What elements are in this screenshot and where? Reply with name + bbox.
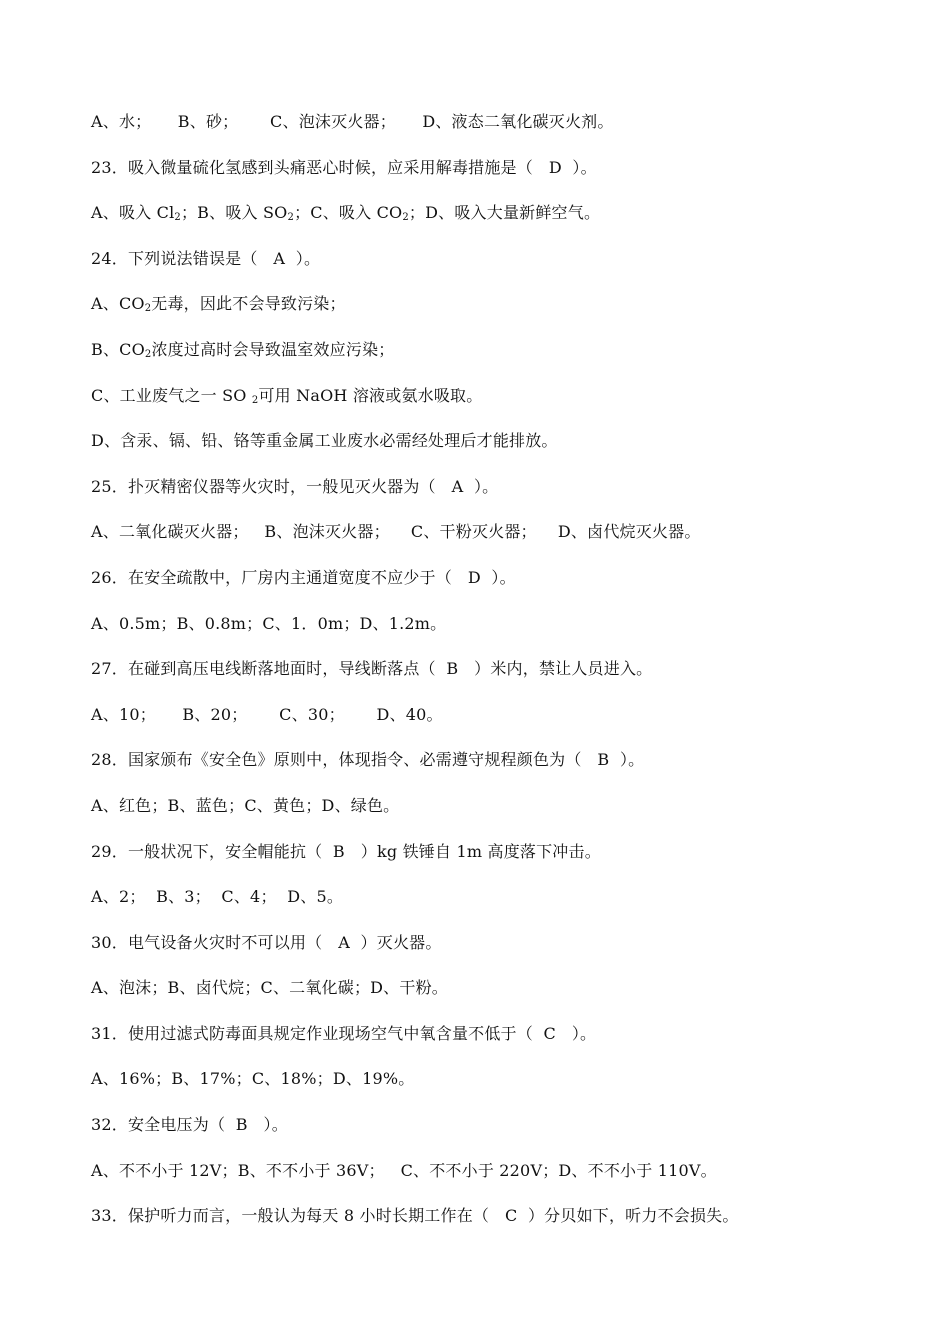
question-25: 25．扑灭精密仪器等火灾时，一般见灭火器为（ A ）。 xyxy=(91,476,499,496)
text-line: A、2； B、3； C、4； D、5。 xyxy=(91,887,344,907)
text-line: A、10； B、20； C、30； D、40。 xyxy=(91,704,443,724)
question-27: 27．在碰到高压电线断落地面时，导线断落点（ B ）米内，禁让人员进入。 xyxy=(91,659,653,679)
question-30: 30．电气设备火灾时不可以用（ A ）灭火器。 xyxy=(91,932,442,952)
text-line: A、0.5m；B、0.8m；C、1．0m；D、1.2m。 xyxy=(91,613,447,633)
text-line: A、红色；B、蓝色；C、黄色；D、绿色。 xyxy=(91,795,400,815)
question-24: 24．下列说法错误是（ A ）。 xyxy=(91,248,321,268)
text-line: A、泡沫；B、卤代烷；C、二氧化碳；D、干粉。 xyxy=(91,978,448,998)
text-line: D、含汞、镉、铅、铬等重金属工业废水必需经处理后才能排放。 xyxy=(91,431,558,451)
text-line: B、$CO_2$浓度过高时会导致温室效应污染； xyxy=(91,339,395,360)
question-31: 31．使用过滤式防毒面具规定作业现场空气中氧含量不低于（ C ）。 xyxy=(91,1023,597,1043)
question-29: 29．一般状况下，安全帽能抗（ B ）kg 铁锤自 1m 高度落下冲击。 xyxy=(91,841,601,861)
document-page xyxy=(91,107,911,1247)
text-line: A、$CO_2$无毒，因此不会导致污染； xyxy=(91,294,346,315)
question-26: 26．在安全疏散中，厂房内主通道宽度不应少于（ D ）。 xyxy=(91,567,516,587)
subscript: 2 xyxy=(144,348,152,360)
text-line: A、16%；B、17%；C、18%；D、19%。 xyxy=(91,1069,415,1089)
text-line: C、工业废气之一 SO $_2$可用 NaOH 溶液或氨水吸取。 xyxy=(91,385,483,406)
text-line: A、不不小于 12V；B、不不小于 36V； C、不不小于 220V；D、不不小于 110V。 xyxy=(91,1160,717,1180)
text-line: A、吸入 $Cl_2$；B、吸入 $SO_2$；C、吸入 $CO_2$；D、吸入大量新鲜空气。 xyxy=(91,203,601,224)
question-32: 32．安全电压为（ B ）。 xyxy=(91,1115,288,1135)
subscript: 2 xyxy=(402,212,409,224)
text-line: A、二氧化碳灭火器； B、泡沫灭火器； C、干粉灭火器； D、卤代烷灭火器。 xyxy=(91,522,701,542)
question-23: 23．吸入微量硫化氢感到头痛恶心时候，应采用解毒措施是（ D ）。 xyxy=(91,157,597,177)
text-line: A、水； B、砂； C、泡沫灭火器； D、液态二氧化碳灭火剂。 xyxy=(91,112,614,131)
question-33: 33．保护听力而言，一般认为每天 8 小时长期工作在（ C ）分贝如下，听力不会损失。 xyxy=(91,1206,739,1226)
question-28: 28．国家颁布《安全色》原则中，体现指令、必需遵守规程颜色为（ B ）。 xyxy=(91,750,645,770)
subscript: 2 xyxy=(251,394,259,406)
subscript: 2 xyxy=(174,212,181,224)
subscript: 2 xyxy=(144,303,152,315)
subscript: 2 xyxy=(287,212,295,224)
